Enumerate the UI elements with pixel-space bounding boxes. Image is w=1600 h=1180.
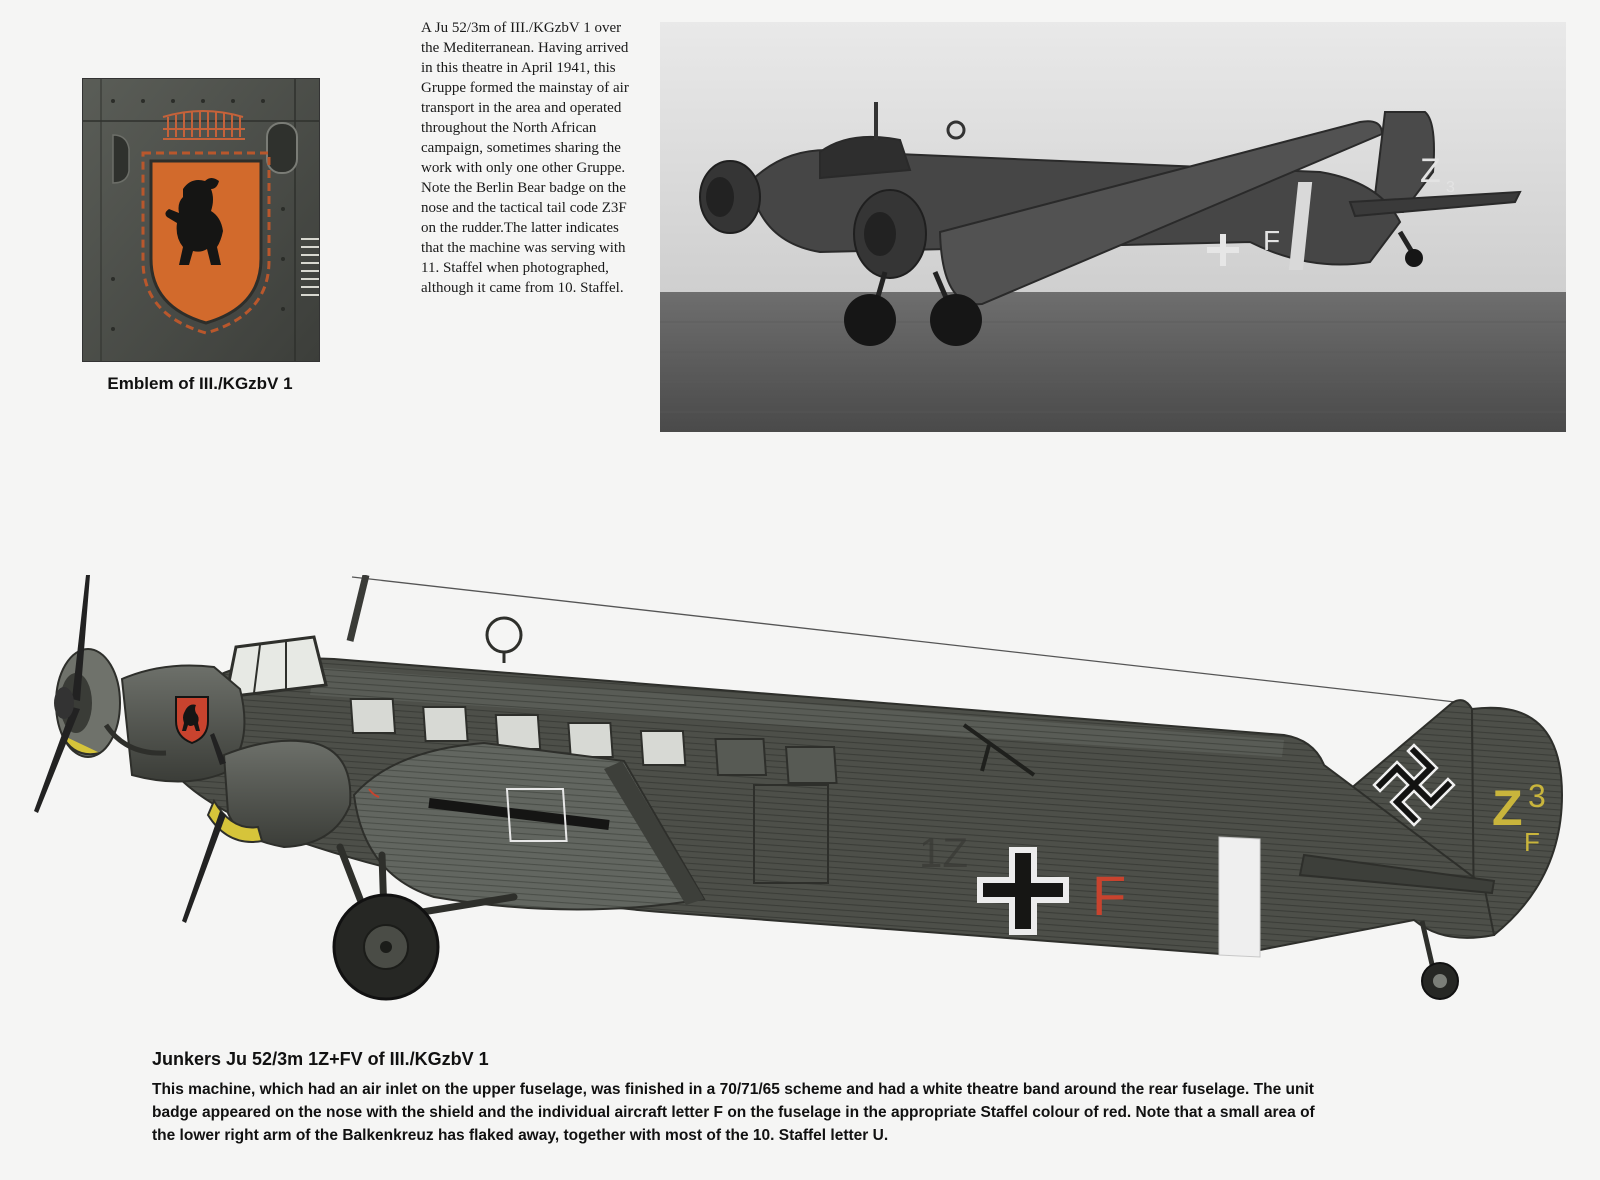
photo-tail-code-number: 3: [1446, 179, 1455, 196]
emblem-panel: [82, 78, 320, 362]
fuselage-code-prefix: 1Z: [919, 829, 969, 876]
fuselage-aircraft-letter: F: [1092, 864, 1127, 927]
photo-fuselage-letter: F: [1263, 225, 1281, 256]
rudder-letter: Z: [1492, 780, 1523, 836]
aircraft-profile: [14, 575, 1586, 1035]
photo-caption: A Ju 52/3m of III./KGzbV 1 over the Mediterranean. Having arrived in this theatre in April 1941, this Gruppe formed the mainstay of air transport in the area and operated throughout the North African campaign, sometimes sharing the work with only one other Gruppe. Note the Berlin Bear badge on the nose and the tactical tail code Z3F on the rudder.The latter indicates that the machine was serving with 11. Staffel when photographed, although it came from 10. Staffel.: [421, 20, 629, 296]
aircraft-photo-artwork: [660, 22, 1566, 432]
aircraft-photo: [660, 22, 1566, 432]
profile-title: Junkers Ju 52/3m 1Z+FV of III./KGzbV 1: [152, 1049, 489, 1069]
rudder-sub-letter: F: [1524, 827, 1540, 857]
nose-unit-badge-icon: [176, 697, 208, 743]
photo-tail-code: Z: [1420, 152, 1441, 190]
profile-description: This machine, which had an air inlet on the upper fuselage, was finished in a 70/71/65 scheme and had a white theatre band around the rear fuselage. The unit badge appeared on the nose with the shield and the individual aircraft letter F on the fuselage in the appropriate Staffel colour of red. Note that a small area of the lower right arm of the Balkenkreuz has flaked away, together with most of the 10. Staffel letter U.: [152, 1081, 1315, 1144]
emblem-caption: Emblem of III./KGzbV 1: [107, 374, 293, 393]
emblem-artwork: [83, 79, 320, 362]
aircraft-profile-artwork: [14, 575, 1586, 1035]
rudder-number: 3: [1528, 778, 1546, 814]
